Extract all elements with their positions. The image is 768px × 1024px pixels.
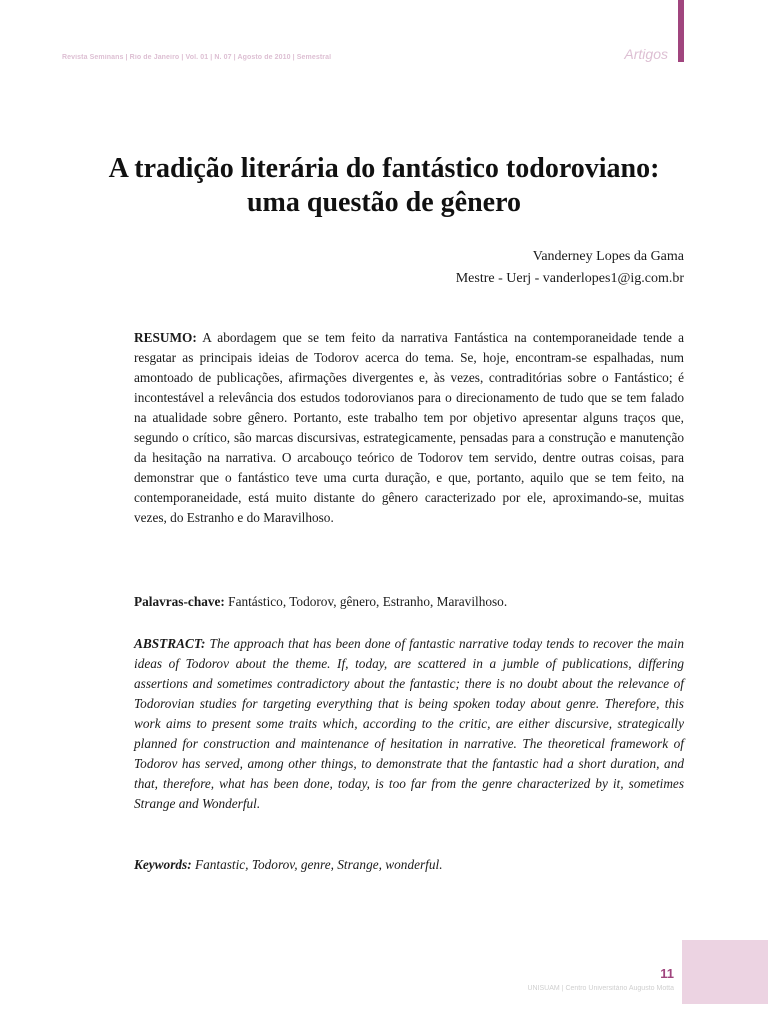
header-accent-bar <box>678 0 684 62</box>
keywords-label: Keywords: <box>134 857 192 872</box>
palavras-chave-label: Palavras-chave: <box>134 594 225 609</box>
footer-accent-box <box>682 940 768 1004</box>
title-line-2: uma questão de gênero <box>246 187 522 218</box>
author-name: Vanderney Lopes da Gama <box>532 249 684 264</box>
author-block <box>184 246 684 290</box>
resumo-paragraph <box>134 328 684 528</box>
abstract-label: ABSTRACT: <box>134 636 206 651</box>
resumo-label: RESUMO: <box>134 330 197 345</box>
resumo-text: A abordagem que se tem feito da narrativa Fantástica na contemporaneidade tende a resgatar as principais ideias de Todorov acerca do tema. Se, hoje, encontram-se espalhadas, num amontoado de publicações, afirmações divergentes e, às vezes, contraditórias sobre o Fantástico; é incontestável a relevância dos estudos todorovianos para o direcionamento de tudo que se tem falado na atualidade sobre gênero. Portanto, este trabalho tem por objetivo apresentar alguns traços que, segundo o crítico, são marcas discursivas, estrategicamente, pensadas para a construção e manutenção da hesitação na narrativa. O arcabouço teórico de Todorov tem servido, dentre outras coisas, para demonstrar que o fantástico teve uma curta duração, e que, portanto, aquilo que se tem feito, na contemporaneidade, está muito distante do gênero caracterizado por ele, aproximando-se, muitas vezes, do Estranho e do Maravilhoso. <box>134 330 684 525</box>
publisher-credit: UNISUAM | Centro Universitário Augusto Motta <box>527 985 674 992</box>
page-number: 11 <box>660 966 674 981</box>
palavras-chave-paragraph <box>134 592 684 612</box>
keywords-paragraph <box>134 855 684 875</box>
abstract-text: The approach that has been done of fantastic narrative today tends to recover the main ideas of Todorov about the theme. If, today, are scattered in a jumble of publications, differing assertions and sometimes contradictory about the fantastic; there is no doubt about the relevance of Todorovian studies for targeting everything that is being spoken today about genre. Therefore, this work aims to present some traits which, according to the critic, are either discursive, strategically planned for construction and maintenance of hesitation in narrative. The theoretical framework of Todorov has served, among other things, to demonstrate that the fantastic had a short duration, and that, therefore, what has been done, today, is too far from the genre characterized by it, sometimes Strange and Wonderful. <box>134 636 685 811</box>
palavras-chave-text: Fantástico, Todorov, gênero, Estranho, Maravilhoso. <box>228 594 508 609</box>
keywords-text: Fantastic, Todorov, genre, Strange, wonderful. <box>194 857 443 872</box>
author-affiliation: Mestre - Uerj - vanderlopes1@ig.com.br <box>455 271 684 286</box>
article-title <box>40 152 728 220</box>
title-line-1: A tradição literária do fantástico todoroviano: <box>108 153 660 184</box>
abstract-paragraph <box>134 634 684 814</box>
running-head: Revista Seminans | Rio de Janeiro | Vol. 01 | N. 07 | Agosto de 2010 | Semestral <box>62 54 332 61</box>
section-label: Artigos <box>624 46 668 62</box>
